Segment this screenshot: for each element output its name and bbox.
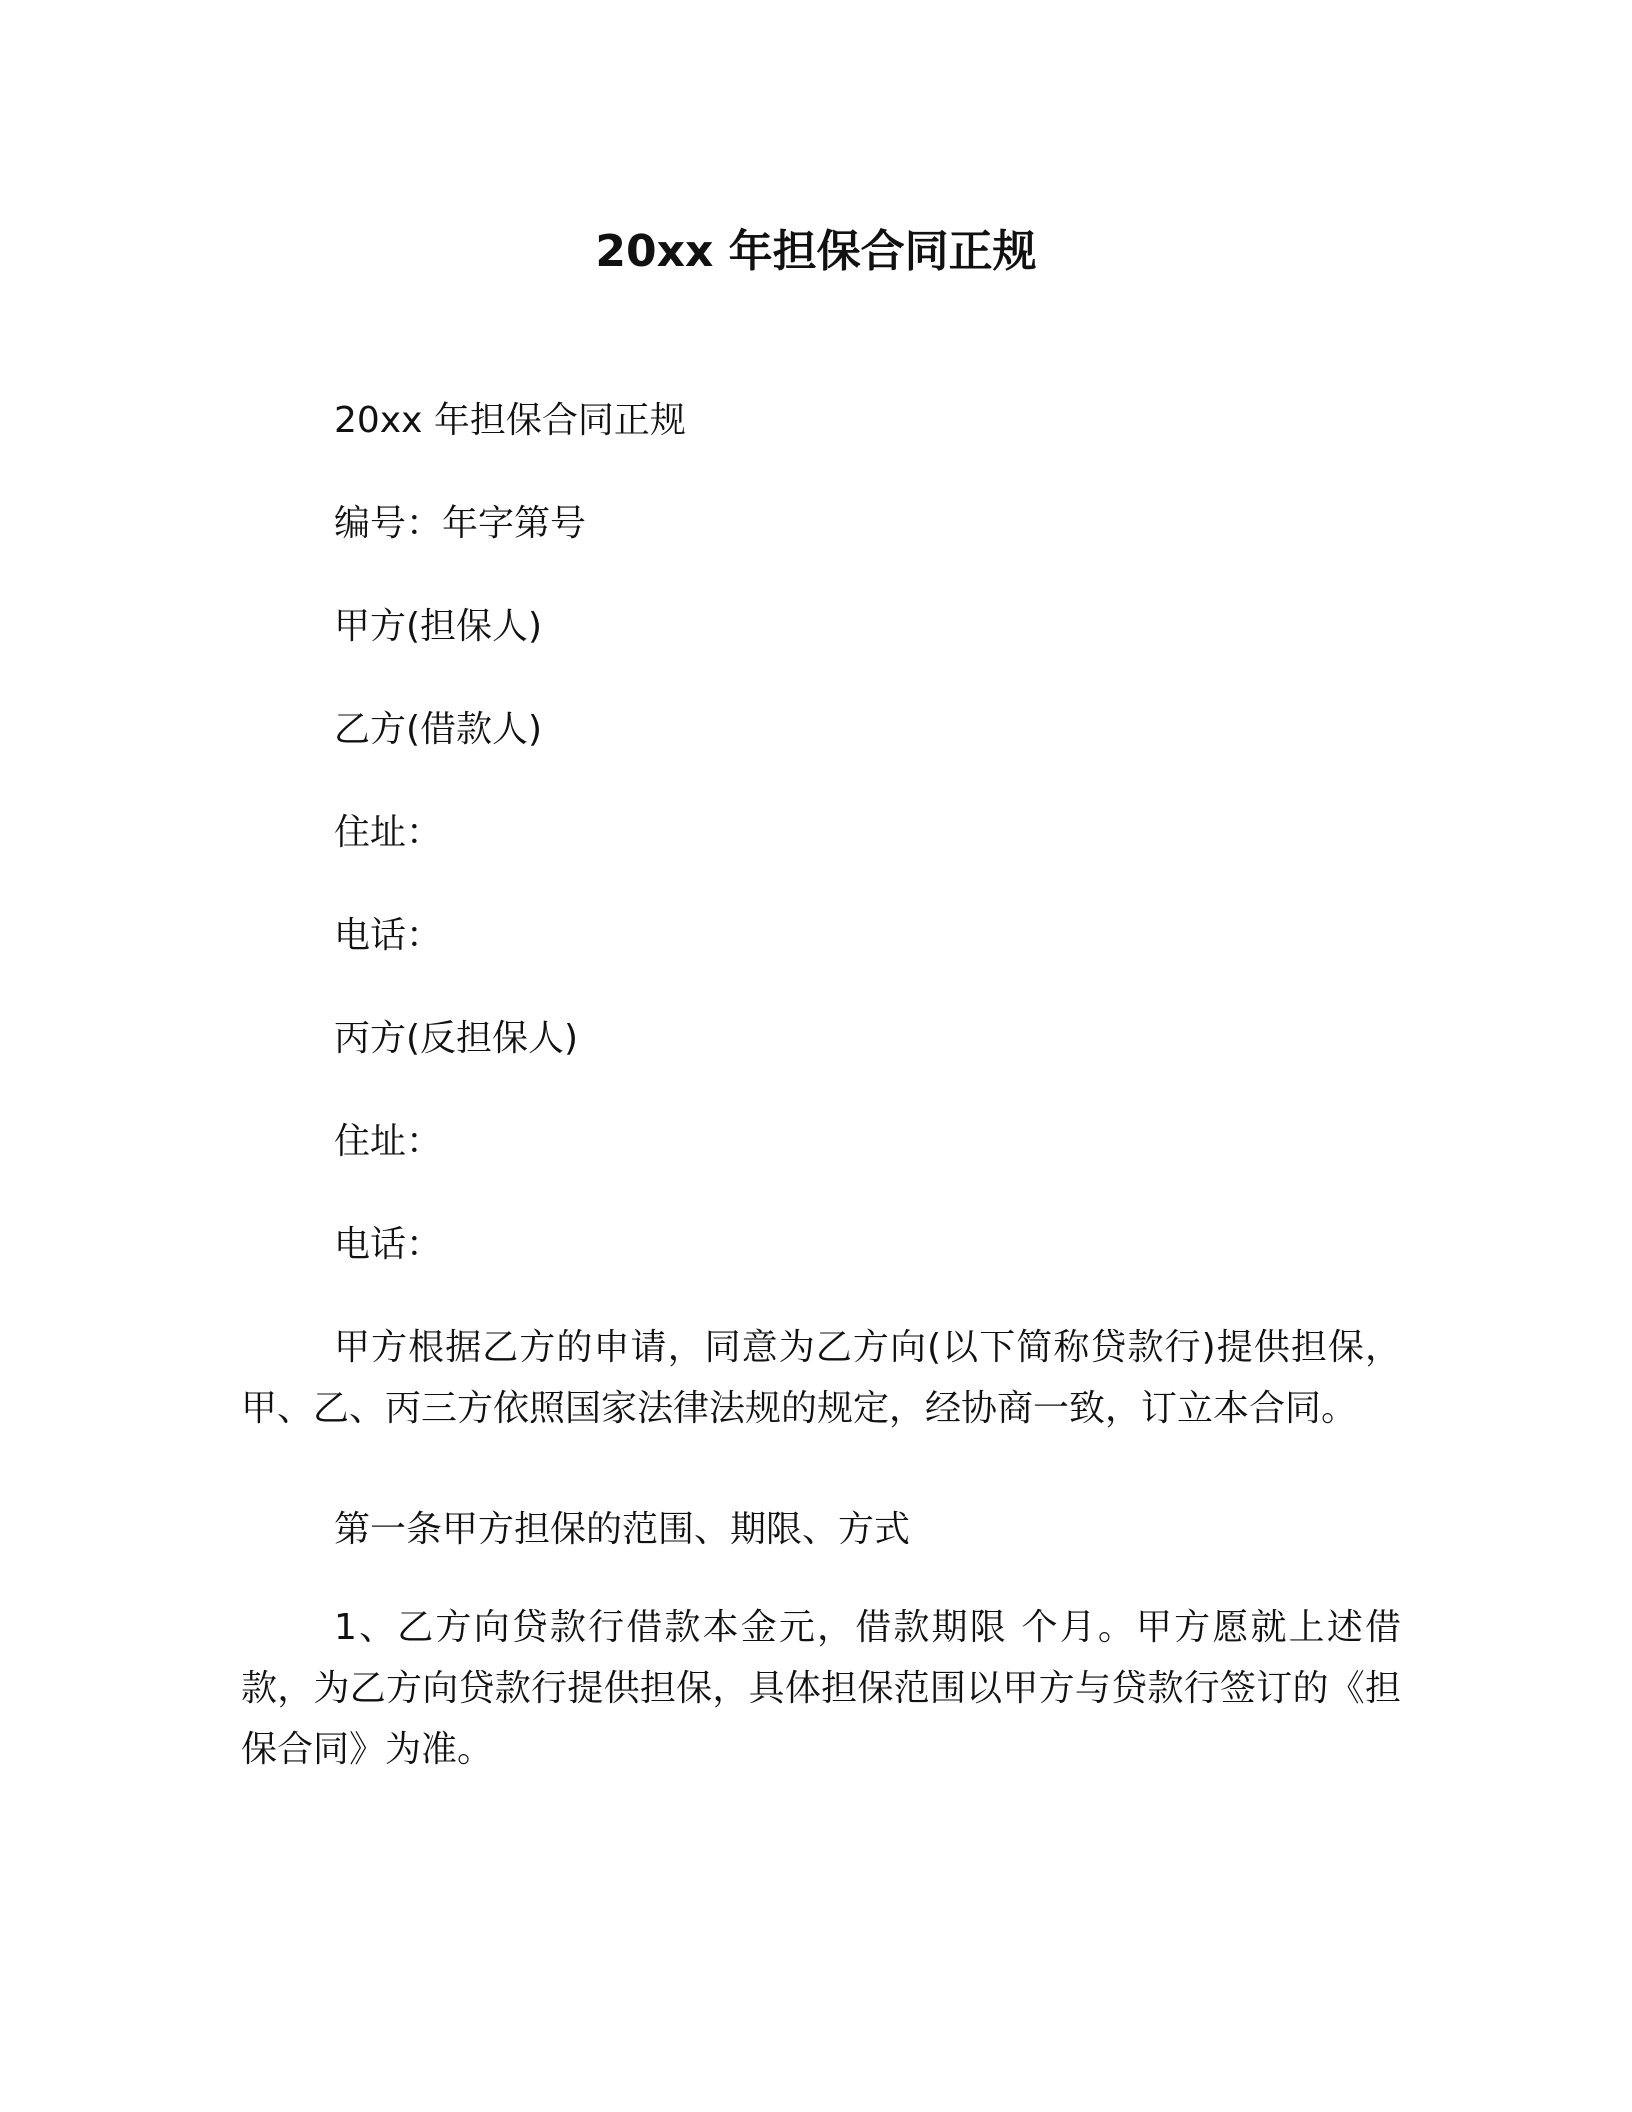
contract-number-line: 编号：年字第号 bbox=[334, 503, 587, 544]
document-subtitle: 20xx 年担保合同正规 bbox=[334, 400, 686, 441]
intro-paragraph: 甲方根据乙方的申请，同意为乙方向(以下简称贷款行)提供担保，甲、乙、丙三方依照国家法律法规的规定，经协商一致，订立本合同。 bbox=[241, 1327, 1401, 1429]
party-b-phone: 电话： bbox=[334, 915, 443, 956]
party-c-phone: 电话： bbox=[334, 1224, 443, 1265]
party-c-address: 住址： bbox=[334, 1121, 443, 1162]
article-1-heading: 第一条甲方担保的范围、期限、方式 bbox=[334, 1509, 911, 1550]
document-title: 20xx 年担保合同正规 bbox=[595, 226, 1037, 277]
party-b-address: 住址： bbox=[334, 812, 443, 853]
party-b-label: 乙方(借款人) bbox=[334, 709, 543, 750]
party-a-label: 甲方(担保人) bbox=[334, 606, 543, 647]
party-c-label: 丙方(反担保人) bbox=[334, 1018, 579, 1059]
article-1-clause-1: 1、乙方向贷款行借款本金元，借款期限 个月。甲方愿就上述借款，为乙方向贷款行提供担保，具体担保范围以甲方与贷款行签订的《担保合同》为准。 bbox=[241, 1607, 1401, 1770]
